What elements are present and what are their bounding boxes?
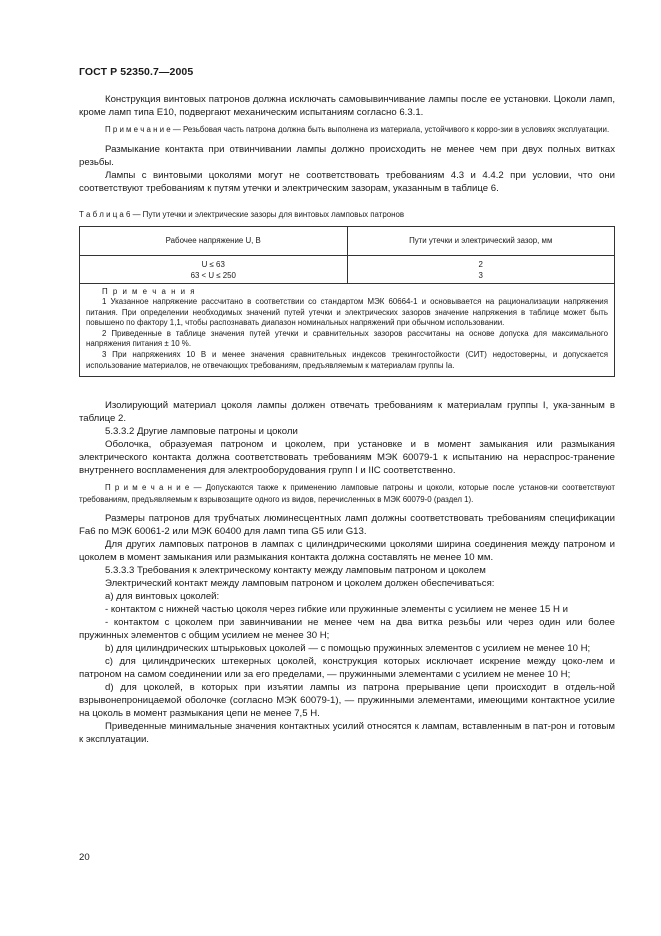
paragraph-insulation: Изолирующий материал цоколя лампы должен отвечать требованиям к материалам группы I, ука-занным в таблице 2. xyxy=(79,400,615,425)
voltage-value-2: 63 < U ≤ 250 xyxy=(190,270,236,280)
distance-value-1: 2 xyxy=(478,259,483,269)
list-item-b: b) для цилиндрических штырьковых цоколей — с помощью пружинных элементов с усилием не менее 10 Н; xyxy=(105,643,591,655)
paragraph-other-holders: Для других ламповых патронов в лампах с цилиндрическими цоколями ширина соединения между патроном и цоколем в момент замыкания или размыкания контакта должна составлять не менее 10 мм. xyxy=(79,539,615,564)
table-caption-text: — Пути утечки и электрические зазоры для винтовых ламповых патронов xyxy=(130,209,405,219)
note-text: — Допускаются также к применению ламповые патроны и цоколи, которые после установ-ки соответствуют требованиям, предъявляемым к взрывозащите одного из видов, перечисленных в МЭК 60079-0 (раздел 1). xyxy=(79,483,615,504)
note-thread xyxy=(79,124,615,136)
voltage-value-1: U ≤ 63 xyxy=(201,259,225,269)
note-text: — Резьбовая часть патрона должна быть выполнена из материала, устойчивого к корро-зии в условиях эксплуатации. xyxy=(170,125,610,134)
table-header-distance: Пути утечки и электрический зазор, мм xyxy=(347,226,615,255)
paragraph-contact-intro: Электрический контакт между ламповым патроном и цоколем должен обеспечиваться: xyxy=(105,578,495,590)
list-item-a: а) для винтовых цоколей: xyxy=(105,591,220,603)
note-label: П р и м е ч а н и е xyxy=(105,483,190,493)
paragraph-min-force: Приведенные минимальные значения контактных усилий относятся к лампам, вставленным в пат-рон и готовым к эксплуатации. xyxy=(79,721,615,746)
paragraph-screw-caps: Лампы с винтовыми цоколями могут не соответствовать требованиям 4.3 и 4.4.2 при условии, что они соответствуют требованиям к путям утечки и электрическим зазорам, указанным в таблице 6. xyxy=(79,169,615,194)
note-explosion-protection xyxy=(79,482,615,505)
table-header-voltage: Рабочее напряжение U, В xyxy=(80,226,348,255)
table-notes-row xyxy=(80,283,615,377)
page-number: 20 xyxy=(79,852,90,863)
list-item-c: c) для цилиндрических штекерных цоколей, конструкция которых исключает искрение между цоко-лем и патроном на самом соединении или за его пределами, — пружинными элементами с усилием не менее 10 Н; xyxy=(79,656,615,681)
section-heading-5332: 5.3.3.2 Другие ламповые патроны и цоколи xyxy=(105,426,298,438)
table-notes xyxy=(80,283,615,377)
distance-value-2: 3 xyxy=(478,270,483,280)
paragraph-tube-lamps: Размеры патронов для трубчатых люминесцентных ламп должны соответствовать требованиям спецификации Fa6 по МЭК 60061-2 или МЭК 60400 для ламп типа G5 или G13. xyxy=(79,513,615,538)
table-caption xyxy=(79,209,615,220)
list-item-a2: - контактом с цоколем при завинчивании не менее чем на два витка резьбы или через один или более пружинных элементов с общим усилием не менее 30 Н; xyxy=(79,617,615,642)
list-item-d: d) для цоколей, в которых при изъятии лампы из патрона прерывание цепи происходит в отдель-ной взрывонепроницаемой оболочке (согласно МЭК 60079-1), — пружинными элементами, имеющими контактное усилие на цоколь в момент размыкания цепи не менее 7,5 Н. xyxy=(79,682,615,720)
paragraph-contact-break: Размыкание контакта при отвинчивании лампы должно происходить не менее чем при двух полных витках резьбы. xyxy=(79,143,615,168)
creepage-table xyxy=(79,226,615,378)
table-cell-distance xyxy=(347,255,615,283)
table-note-1: 1 Указанное напряжение рассчитано в соответствии со стандартом МЭК 60664-1 и основывается на рационализации напряжения питания. При определении необходимых значений путей утечки и электрических зазоров значение напряжения в таблице может быть повышено по фактору 1,1, чтобы распознавать диапазон номинальных напряжений при обычном использовании. xyxy=(86,297,608,328)
table-row xyxy=(80,255,615,283)
paragraph-screw-holders: Конструкция винтовых патронов должна исключать самовывинчивание лампы после ее установки. Цоколи ламп, кроме ламп типа E10, подвергают механическим испытаниям согласно 6.3.1. xyxy=(79,94,615,118)
table-notes-heading: П р и м е ч а н и я xyxy=(102,286,197,296)
section-heading-5333: 5.3.3.3 Требования к электрическому контакту между ламповым патроном и цоколем xyxy=(105,565,486,577)
table-note-2: 2 Приведенные в таблице значения путей утечки и сравнительных зазоров рассчитаны на основе допуска для максимального напряжения питания ± 10 %. xyxy=(86,328,608,349)
table-cell-voltage xyxy=(80,255,348,283)
document-body xyxy=(79,93,615,746)
paragraph-enclosure: Оболочка, образуемая патроном и цоколем, при установке и в момент замыкания или размыкания электрического контакта должна соответствовать требованиям МЭК 60079-1 к испытанию на нераспрос-транение внутреннего воспламенения для электрооборудования групп I и IIC соответственно. xyxy=(79,439,615,477)
document-header: ГОСТ Р 52350.7—2005 xyxy=(79,66,194,78)
list-item-a1: - контактом с нижней частью цоколя через гибкие или пружинные элементы с усилием не менее 15 Н и xyxy=(105,604,568,616)
table-header-row xyxy=(80,226,615,255)
note-label: П р и м е ч а н и е xyxy=(105,125,171,134)
table-caption-label: Т а б л и ц а 6 xyxy=(79,209,131,219)
table-note-3: 3 При напряжениях 10 В и менее значения сравнительных индексов трекингостойкости (СИТ) недостоверны, и допускается использование материалов, не отвечающих требованиям, предъявляемым к материалам группы Iа. xyxy=(86,350,608,370)
